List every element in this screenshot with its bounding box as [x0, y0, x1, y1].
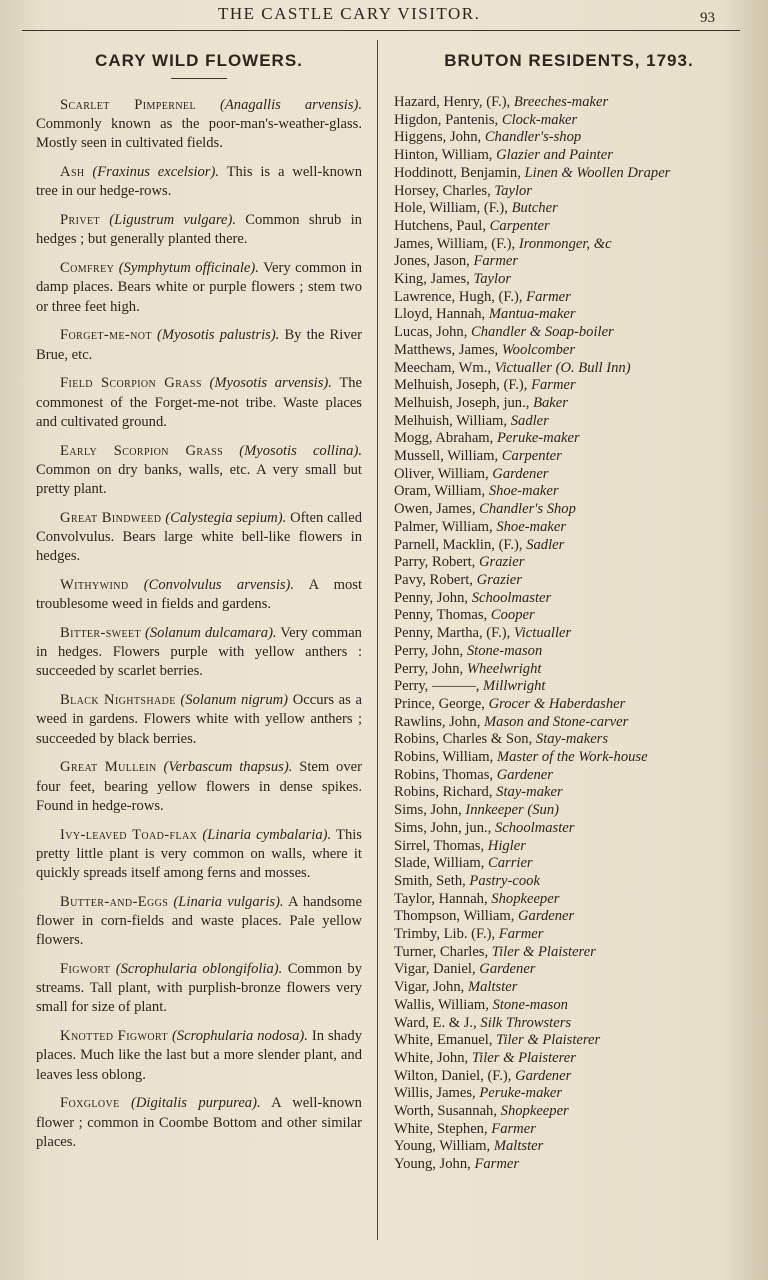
resident-name: Perry, ———,: [394, 678, 480, 695]
resident-name: Lawrence, Hugh, (F.),: [394, 288, 523, 305]
flower-name: Withywind: [60, 577, 129, 594]
resident-name: White, Stephen,: [394, 1120, 488, 1137]
flower-entry: [36, 442, 362, 500]
resident-occupation: Shoe-maker: [496, 518, 567, 535]
resident-occupation: Butcher: [511, 200, 558, 217]
resident-name: Hole, William, (F.),: [394, 200, 508, 217]
flower-name: Scarlet Pimpernel: [60, 97, 196, 113]
flower-description: Commonly known as the poor-man's-weather-glass. Mostly seen in cultivated fields.: [36, 116, 362, 152]
resident-occupation: Tiler & Plaisterer: [496, 1032, 601, 1049]
flower-entry: [36, 576, 362, 614]
flower-description: A handsome flower in corn-fields and waste places. Pale yellow flowers.: [36, 893, 362, 949]
flower-name: Foxglove: [60, 1095, 120, 1112]
heading-rule: [171, 78, 227, 79]
flower-name: Bitter-sweet: [60, 625, 142, 642]
resident-occupation: Gardener: [479, 961, 536, 978]
resident-entry: [394, 289, 744, 307]
flower-list: [36, 96, 362, 1152]
flower-entry: [36, 624, 362, 682]
flower-entry: [36, 163, 362, 201]
resident-occupation: Maltster: [493, 1138, 544, 1155]
resident-entry: [394, 306, 744, 324]
resident-entry: [394, 838, 744, 856]
resident-name: James, William, (F.),: [394, 235, 516, 252]
flower-entry: [36, 691, 362, 749]
flower-description: This pretty little plant is very common on walls, where it quickly spreads itself among ferns and mosses.: [36, 826, 362, 882]
resident-entry: [394, 696, 744, 714]
resident-entry: [394, 961, 744, 979]
flower-entry: [36, 758, 362, 816]
resident-entry: [394, 784, 744, 802]
residents-column: [394, 48, 744, 1174]
resident-occupation: Stone-mason: [466, 642, 543, 659]
flower-entry: [36, 509, 362, 567]
resident-occupation: Millwright: [483, 678, 546, 695]
flower-description: Very comman in hedges. Flowers purple with yellow anthers : succeeded by scarlet berries.: [36, 625, 362, 680]
resident-occupation: Victualler: [513, 625, 572, 642]
resident-entry: [394, 1138, 744, 1156]
flower-latin-name: (Digitalis purpurea).: [131, 1095, 261, 1112]
resident-occupation: Grocer & Haberdasher: [488, 695, 626, 712]
resident-name: Robins, Thomas,: [394, 766, 494, 783]
flower-latin-name: (Solanum nigrum): [180, 692, 289, 709]
resident-entry: [394, 395, 744, 413]
resident-occupation: Glazier and Painter: [496, 147, 613, 164]
resident-occupation: Baker: [533, 394, 568, 411]
resident-name: Young, William,: [394, 1138, 491, 1155]
flower-description: Often called Convolvulus. Bears large white bell-like flowers in hedges.: [36, 509, 362, 565]
flower-latin-name: (Linaria vulgaris).: [173, 893, 284, 910]
resident-name: Meecham, Wm.,: [394, 359, 491, 376]
flower-name: Privet: [60, 212, 100, 229]
resident-occupation: Farmer: [473, 253, 519, 270]
resident-entry: [394, 430, 744, 448]
flower-description: By the River Brue, etc.: [36, 327, 362, 363]
flower-name: Ivy-leaved Toad-flax: [60, 826, 198, 843]
flower-name: Great Mullein: [60, 759, 157, 776]
flower-name: Knotted Figwort: [60, 1028, 168, 1045]
resident-entry: [394, 643, 744, 661]
wild-flowers-column: [36, 48, 362, 1162]
flower-name: Comfrey: [60, 260, 115, 277]
resident-name: Thompson, William,: [394, 908, 515, 925]
resident-name: Matthews, James,: [394, 341, 499, 358]
resident-name: Hazard, Henry, (F.),: [394, 94, 511, 110]
resident-entry: [394, 979, 744, 997]
resident-occupation: Woolcomber: [501, 341, 576, 358]
flower-name: Butter-and-Eggs: [60, 893, 169, 910]
flower-name: Early Scorpion Grass: [60, 442, 224, 459]
flower-entry: [36, 893, 362, 951]
resident-entry: [394, 200, 744, 218]
flower-latin-name: (Anagallis arvensis).: [220, 97, 363, 113]
resident-occupation: Breeches-maker: [513, 94, 609, 110]
flower-latin-name: (Myosotis arvensis).: [209, 375, 332, 392]
resident-name: Prince, George,: [394, 695, 485, 712]
flower-entry: [36, 259, 362, 317]
resident-occupation: Carrier: [488, 855, 533, 872]
resident-occupation: Grazier: [476, 571, 522, 588]
resident-occupation: Mantua-maker: [488, 306, 576, 323]
flower-description: Very common in damp places. Bears white or purple flowers ; stem two or three feet high.: [36, 260, 362, 315]
flower-latin-name: (Solanum dulcamara).: [144, 625, 277, 642]
resident-name: Vigar, John,: [394, 979, 465, 996]
resident-entry: [394, 271, 744, 289]
resident-entry: [394, 253, 744, 271]
flower-description: The commonest of the Forget-me-not tribe. Waste places and cultivated ground.: [36, 375, 363, 430]
resident-name: Lucas, John,: [394, 324, 468, 341]
resident-occupation: Gardener: [518, 908, 575, 925]
flower-description: Stem over four feet, bearing yellow flowers in dense spikes. Found in hedge-rows.: [36, 759, 362, 814]
resident-occupation: Innkeeper (Sun): [465, 802, 559, 819]
flower-name: Black Nightshade: [60, 692, 176, 709]
running-title: THE CASTLE CARY VISITOR.: [218, 4, 481, 23]
resident-entry: [394, 891, 744, 909]
resident-name: Rawlins, John,: [394, 713, 481, 730]
flower-description: Common on dry banks, walls, etc. A very small but pretty plant.: [36, 461, 362, 498]
resident-name: Wallis, William,: [394, 996, 489, 1013]
flower-description: This is a well-known tree in our hedge-rows.: [36, 164, 362, 200]
resident-name: Robins, Charles & Son,: [394, 731, 533, 748]
resident-entry: [394, 360, 744, 378]
resident-occupation: Mason and Stone-carver: [484, 713, 629, 730]
resident-occupation: Farmer: [498, 926, 544, 943]
resident-name: Vigar, Daniel,: [394, 961, 476, 978]
flower-latin-name: (Symphytum officinale).: [118, 260, 259, 277]
resident-name: Hinton, William,: [394, 147, 493, 164]
resident-entry: [394, 572, 744, 590]
resident-entry: [394, 466, 744, 484]
resident-name: Perry, John,: [394, 642, 464, 659]
resident-occupation: Shopkeeper: [500, 1103, 569, 1120]
resident-occupation: Victualler (O. Bull Inn): [494, 359, 631, 376]
resident-entry: [394, 537, 744, 555]
flower-latin-name: (Myosotis palustris).: [157, 327, 280, 344]
flower-description: Common shrub in hedges ; but generally planted there.: [36, 212, 362, 248]
resident-occupation: Grazier: [478, 554, 525, 571]
flower-entry: [36, 960, 362, 1018]
resident-occupation: Tiler & Plaisterer: [471, 1049, 576, 1066]
resident-name: Horsey, Charles,: [394, 182, 491, 199]
resident-name: Taylor, Hannah,: [394, 890, 488, 907]
flower-latin-name: (Scrophularia nodosa).: [171, 1028, 308, 1045]
resident-entry: [394, 908, 744, 926]
flower-description: Occurs as a weed in gardens. Flowers white with yellow anthers ; succeeded by black berries.: [36, 692, 362, 747]
resident-entry: [394, 129, 744, 147]
flower-entry: [36, 96, 362, 154]
resident-entry: [394, 944, 744, 962]
resident-entry: [394, 767, 744, 785]
resident-entry: [394, 926, 744, 944]
resident-occupation: Schoolmaster: [494, 819, 575, 836]
resident-entry: [394, 714, 744, 732]
resident-occupation: Gardener: [515, 1067, 572, 1084]
resident-name: Hoddinott, Benjamin,: [394, 164, 521, 181]
resident-name: Melhuish, Joseph, jun.,: [394, 394, 530, 411]
resident-name: Robins, William,: [394, 749, 494, 766]
resident-occupation: Cooper: [490, 607, 535, 624]
resident-occupation: Shoe-maker: [488, 483, 559, 500]
resident-occupation: Schoolmaster: [471, 589, 552, 606]
resident-entry: [394, 1032, 744, 1050]
resident-entry: [394, 873, 744, 891]
resident-entry: [394, 1015, 744, 1033]
resident-occupation: Peruke-maker: [479, 1085, 563, 1102]
resident-name: Mussell, William,: [394, 448, 499, 465]
resident-name: Oliver, William,: [394, 465, 489, 482]
resident-name: Jones, Jason,: [394, 253, 470, 270]
resident-name: Wilton, Daniel, (F.),: [394, 1067, 512, 1084]
flower-entry: [36, 374, 362, 432]
resident-name: Oram, William,: [394, 483, 486, 500]
resident-name: White, John,: [394, 1049, 469, 1066]
flower-latin-name: (Ligustrum vulgare).: [109, 212, 236, 229]
resident-name: Sims, John, jun.,: [394, 819, 492, 836]
resident-entry: [394, 997, 744, 1015]
resident-occupation: Peruke-maker: [496, 430, 580, 447]
resident-name: Palmer, William,: [394, 518, 493, 535]
resident-entry: [394, 112, 744, 130]
resident-entry: [394, 1068, 744, 1086]
resident-list: [394, 94, 744, 1174]
resident-name: Parry, Robert,: [394, 554, 476, 571]
resident-entry: [394, 324, 744, 342]
page-number: 93: [700, 10, 715, 26]
resident-name: Owen, James,: [394, 501, 476, 518]
resident-name: King, James,: [394, 271, 470, 288]
flower-latin-name: (Myosotis collina).: [239, 442, 362, 459]
flower-name: Ash: [60, 164, 85, 181]
resident-occupation: Stay-maker: [496, 784, 563, 801]
resident-entry: [394, 1050, 744, 1068]
resident-entry: [394, 607, 744, 625]
resident-name: Melhuish, William,: [394, 412, 508, 429]
resident-name: White, Emanuel,: [394, 1032, 493, 1049]
resident-name: Smith, Seth,: [394, 872, 466, 889]
flower-description: A well-known flower ; common in Coombe Bottom and other similar places.: [36, 1095, 362, 1150]
flower-description: Common by streams. Tall plant, with purplish-bronze flowers very small for size of plant.: [36, 961, 362, 1016]
resident-entry: [394, 802, 744, 820]
resident-entry: [394, 342, 744, 360]
flower-latin-name: (Scrophularia oblongifolia).: [115, 961, 283, 978]
resident-name: Turner, Charles,: [394, 943, 489, 960]
resident-entry: [394, 94, 744, 112]
resident-entry: [394, 147, 744, 165]
resident-occupation: Chandler's Shop: [479, 501, 576, 518]
resident-occupation: Farmer: [531, 377, 576, 394]
resident-occupation: Master of the Work-house: [496, 749, 648, 766]
resident-name: Slade, William,: [394, 855, 485, 872]
resident-entry: [394, 1103, 744, 1121]
resident-entry: [394, 218, 744, 236]
resident-entry: [394, 731, 744, 749]
resident-entry: [394, 501, 744, 519]
flower-description: A most troublesome weed in fields and gardens.: [36, 577, 363, 613]
resident-occupation: Wheelwright: [466, 660, 542, 677]
resident-occupation: Shopkeeper: [491, 890, 560, 907]
resident-entry: [394, 448, 744, 466]
resident-entry: [394, 625, 744, 643]
resident-occupation: Farmer: [526, 288, 571, 305]
flower-latin-name: (Fraxinus excelsior).: [92, 164, 219, 181]
resident-name: Higdon, Pantenis,: [394, 111, 499, 128]
resident-name: Sims, John,: [394, 802, 462, 819]
running-head: [0, 2, 768, 28]
resident-name: Lloyd, Hannah,: [394, 306, 486, 323]
resident-entry: [394, 661, 744, 679]
flower-name: Forget-me-not: [60, 327, 152, 344]
resident-occupation: Sadler: [526, 536, 565, 553]
flower-latin-name: (Calystegia sepium).: [165, 509, 287, 526]
resident-entry: [394, 749, 744, 767]
resident-name: Worth, Susannah,: [394, 1103, 497, 1120]
resident-occupation: Farmer: [491, 1120, 536, 1137]
residents-heading: BRUTON RESIDENTS, 1793.: [444, 51, 694, 70]
resident-occupation: Clock-maker: [501, 111, 578, 128]
resident-name: Perry, John,: [394, 660, 464, 677]
resident-entry: [394, 554, 744, 572]
resident-entry: [394, 678, 744, 696]
resident-name: Higgens, John,: [394, 129, 482, 146]
flower-name: Great Bindweed: [60, 509, 162, 526]
resident-occupation: Taylor: [494, 182, 532, 199]
resident-name: Hutchens, Paul,: [394, 217, 487, 234]
resident-occupation: Farmer: [474, 1156, 520, 1173]
resident-occupation: Carpenter: [501, 448, 562, 465]
flower-entry: [36, 326, 362, 364]
flower-entry: [36, 1094, 362, 1152]
resident-occupation: Stone-mason: [492, 996, 568, 1013]
flower-description: In shady places. Much like the last but a more slender plant, and leaves less oblong.: [36, 1028, 363, 1083]
resident-entry: [394, 183, 744, 201]
resident-name: Penny, Thomas,: [394, 607, 488, 624]
resident-entry: [394, 820, 744, 838]
resident-name: Penny, Martha, (F.),: [394, 625, 511, 642]
flower-entry: [36, 1027, 362, 1085]
flower-latin-name: (Verbascum thapsus).: [163, 759, 293, 776]
resident-name: Pavy, Robert,: [394, 571, 473, 588]
resident-entry: [394, 236, 744, 254]
resident-name: Mogg, Abraham,: [394, 430, 494, 447]
resident-occupation: Tiler & Plaisterer: [491, 943, 596, 960]
resident-name: Trimby, Lib. (F.),: [394, 926, 496, 943]
resident-entry: [394, 413, 744, 431]
column-divider: [377, 40, 378, 1240]
resident-entry: [394, 483, 744, 501]
wild-flowers-heading: CARY WILD FLOWERS.: [95, 51, 303, 70]
resident-name: Sirrel, Thomas,: [394, 837, 485, 854]
resident-occupation: Taylor: [473, 271, 512, 288]
resident-occupation: Chandler & Soap-boiler: [471, 324, 614, 341]
resident-occupation: Gardener: [492, 465, 549, 482]
resident-entry: [394, 1121, 744, 1139]
resident-occupation: Linen & Woollen Draper: [524, 164, 671, 181]
resident-occupation: Ironmonger, &c: [518, 235, 612, 252]
resident-name: Willis, James,: [394, 1085, 476, 1102]
resident-occupation: Sadler: [510, 412, 549, 429]
flower-latin-name: (Linaria cymbalaria).: [202, 826, 332, 843]
resident-name: Melhuish, Joseph, (F.),: [394, 377, 528, 394]
header-rule: [22, 30, 740, 31]
resident-entry: [394, 1156, 744, 1174]
resident-occupation: Carpenter: [489, 217, 550, 234]
resident-occupation: Stay-makers: [535, 731, 609, 748]
resident-occupation: Higler: [487, 837, 526, 854]
resident-occupation: Silk Throwsters: [480, 1014, 572, 1031]
resident-occupation: Maltster: [467, 979, 518, 996]
resident-entry: [394, 519, 744, 537]
flower-name: Field Scorpion Grass: [60, 375, 202, 392]
resident-entry: [394, 165, 744, 183]
resident-occupation: Gardener: [496, 766, 553, 783]
resident-name: Young, John,: [394, 1156, 471, 1173]
resident-entry: [394, 1085, 744, 1103]
resident-occupation: Chandler's-shop: [484, 129, 582, 146]
flower-latin-name: (Convolvulus arvensis).: [143, 577, 295, 594]
resident-entry: [394, 590, 744, 608]
resident-name: Penny, John,: [394, 589, 469, 606]
resident-name: Parnell, Macklin, (F.),: [394, 536, 523, 553]
resident-entry: [394, 855, 744, 873]
flower-name: Figwort: [60, 961, 111, 978]
flower-entry: [36, 826, 362, 884]
resident-name: Ward, E. & J.,: [394, 1014, 477, 1031]
resident-occupation: Pastry-cook: [469, 872, 540, 889]
resident-name: Robins, Richard,: [394, 784, 493, 801]
resident-entry: [394, 377, 744, 395]
flower-entry: [36, 211, 362, 249]
